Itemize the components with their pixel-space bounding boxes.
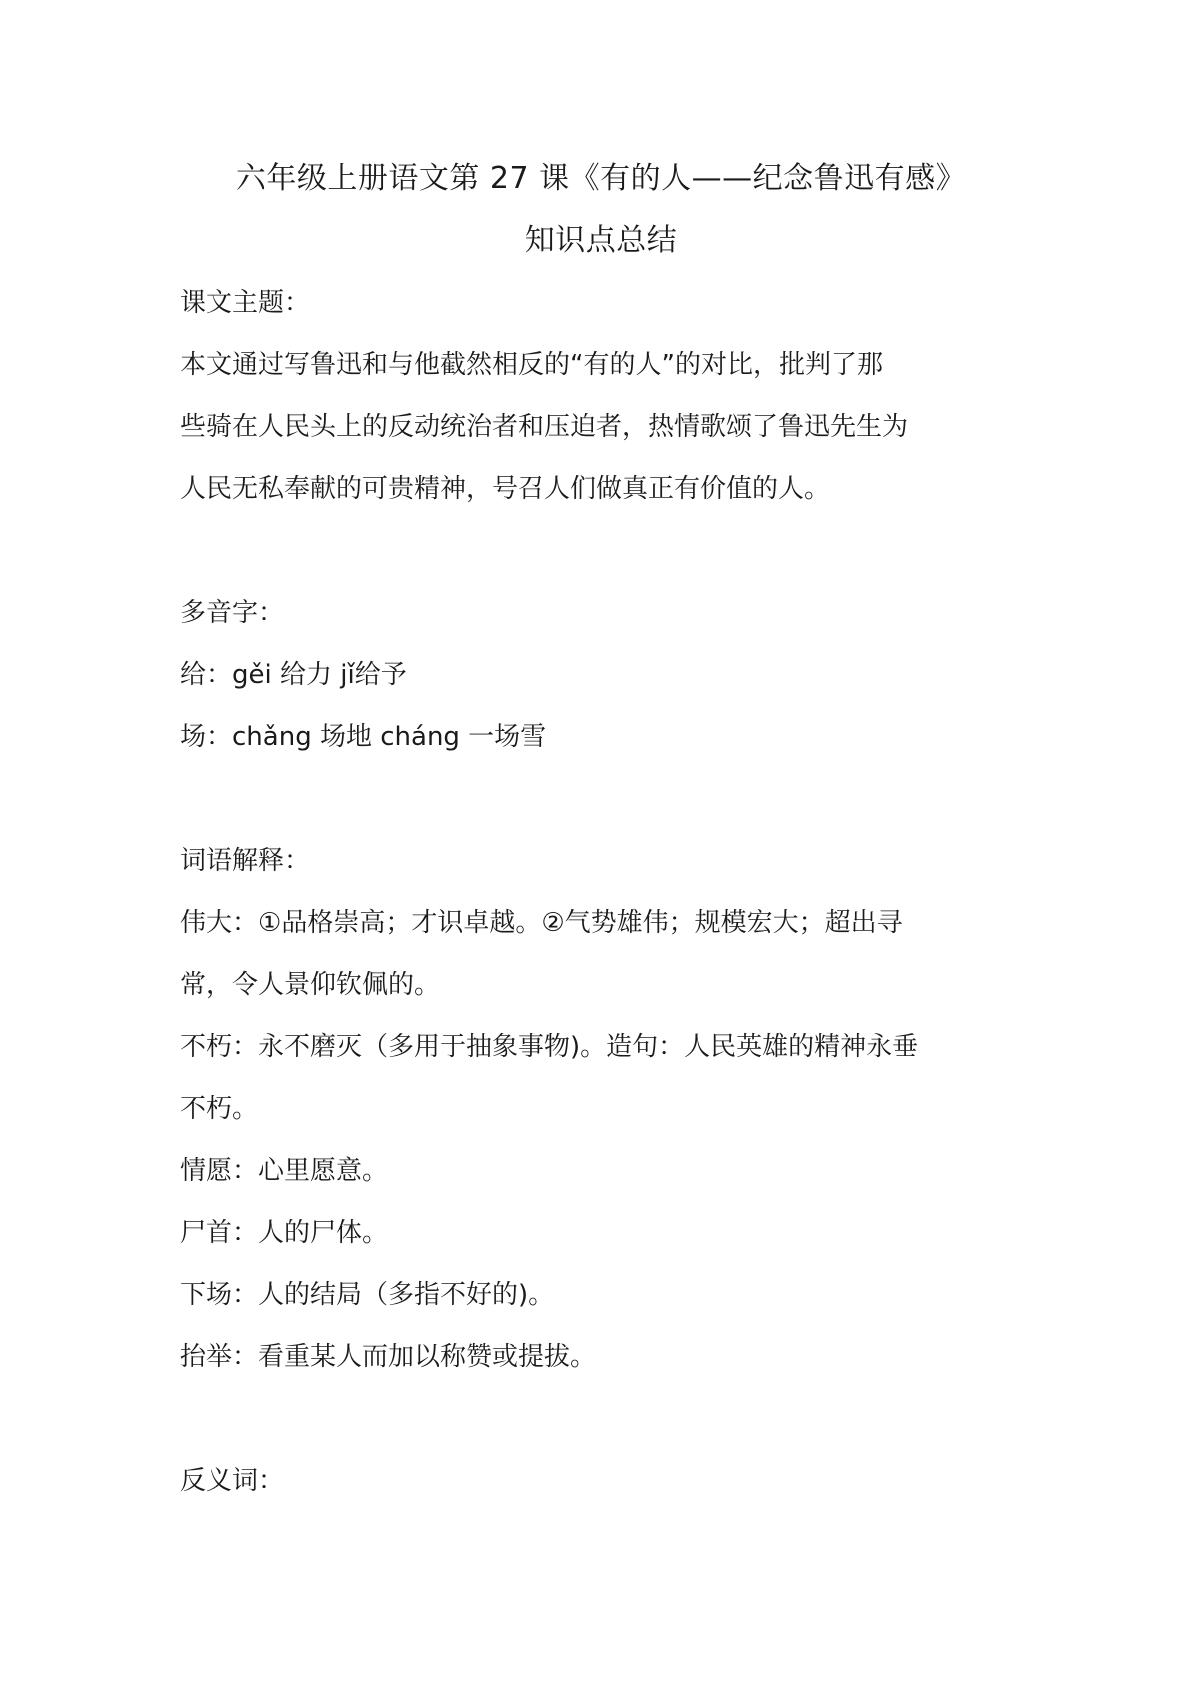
vocab-definition: 看重某人而加以称赞或提拔。 bbox=[258, 1342, 597, 1372]
vocab-term: 不朽： bbox=[180, 1032, 259, 1062]
title-line-1: 六年级上册语文第 27 课《有的人——纪念鲁迅有感》 bbox=[235, 161, 967, 196]
vocabulary-heading: 词语解释： bbox=[180, 846, 311, 876]
theme-line-3: 人民无私奉献的可贵精神，号召人们做真正有价值的人。 bbox=[180, 474, 831, 504]
vocab-term: 伟大： bbox=[180, 908, 259, 938]
polyphone-item bbox=[180, 706, 1022, 768]
section-spacer bbox=[180, 768, 1022, 830]
vocab-definition: 人的尸体。 bbox=[258, 1218, 389, 1248]
vocab-term: 抬举： bbox=[180, 1342, 259, 1372]
antonyms-heading: 反义词： bbox=[180, 1466, 285, 1496]
vocab-entry bbox=[180, 1264, 1022, 1326]
vocab-entry bbox=[180, 1016, 1022, 1078]
polyphone-char: 场： bbox=[180, 722, 233, 752]
title-line-2: 知识点总结 bbox=[524, 223, 678, 258]
document-content bbox=[180, 148, 1022, 1512]
vocab-definition: ①品格崇高；才识卓越。②气势雄伟；规模宏大；超出寻 bbox=[258, 908, 903, 938]
polyphone-char: 给： bbox=[180, 660, 233, 690]
vocab-entry bbox=[180, 1140, 1022, 1202]
document-title bbox=[180, 148, 1022, 272]
vocab-term: 下场： bbox=[180, 1280, 259, 1310]
vocab-entry-continuation: 常，令人景仰钦佩的。 bbox=[180, 970, 441, 1000]
vocab-definition: 人的结局（多指不好的)。 bbox=[258, 1280, 555, 1310]
theme-line-1: 本文通过写鲁迅和与他截然相反的“有的人”的对比，批判了那 bbox=[180, 350, 883, 380]
section-spacer bbox=[180, 520, 1022, 582]
vocab-definition: 永不磨灭（多用于抽象事物)。造句：人民英雄的精神永垂 bbox=[258, 1032, 919, 1062]
section-spacer bbox=[180, 1388, 1022, 1450]
vocab-definition: 心里愿意。 bbox=[258, 1156, 389, 1186]
vocab-term: 情愿： bbox=[180, 1156, 259, 1186]
polyphone-item bbox=[180, 644, 1022, 706]
vocab-entry-continuation: 不朽。 bbox=[180, 1094, 259, 1124]
polyphones-heading: 多音字： bbox=[180, 598, 285, 628]
vocab-entry bbox=[180, 1326, 1022, 1388]
polyphone-readings: gěi 给力 jǐ给予 bbox=[232, 660, 407, 690]
theme-line-2: 些骑在人民头上的反动统治者和压迫者，热情歌颂了鲁迅先生为 bbox=[180, 412, 909, 442]
vocab-entry bbox=[180, 1202, 1022, 1264]
polyphone-readings: chǎng 场地 cháng 一场雪 bbox=[232, 722, 547, 752]
vocab-term: 尸首： bbox=[180, 1218, 259, 1248]
theme-heading: 课文主题： bbox=[180, 288, 311, 318]
vocab-entry bbox=[180, 892, 1022, 954]
